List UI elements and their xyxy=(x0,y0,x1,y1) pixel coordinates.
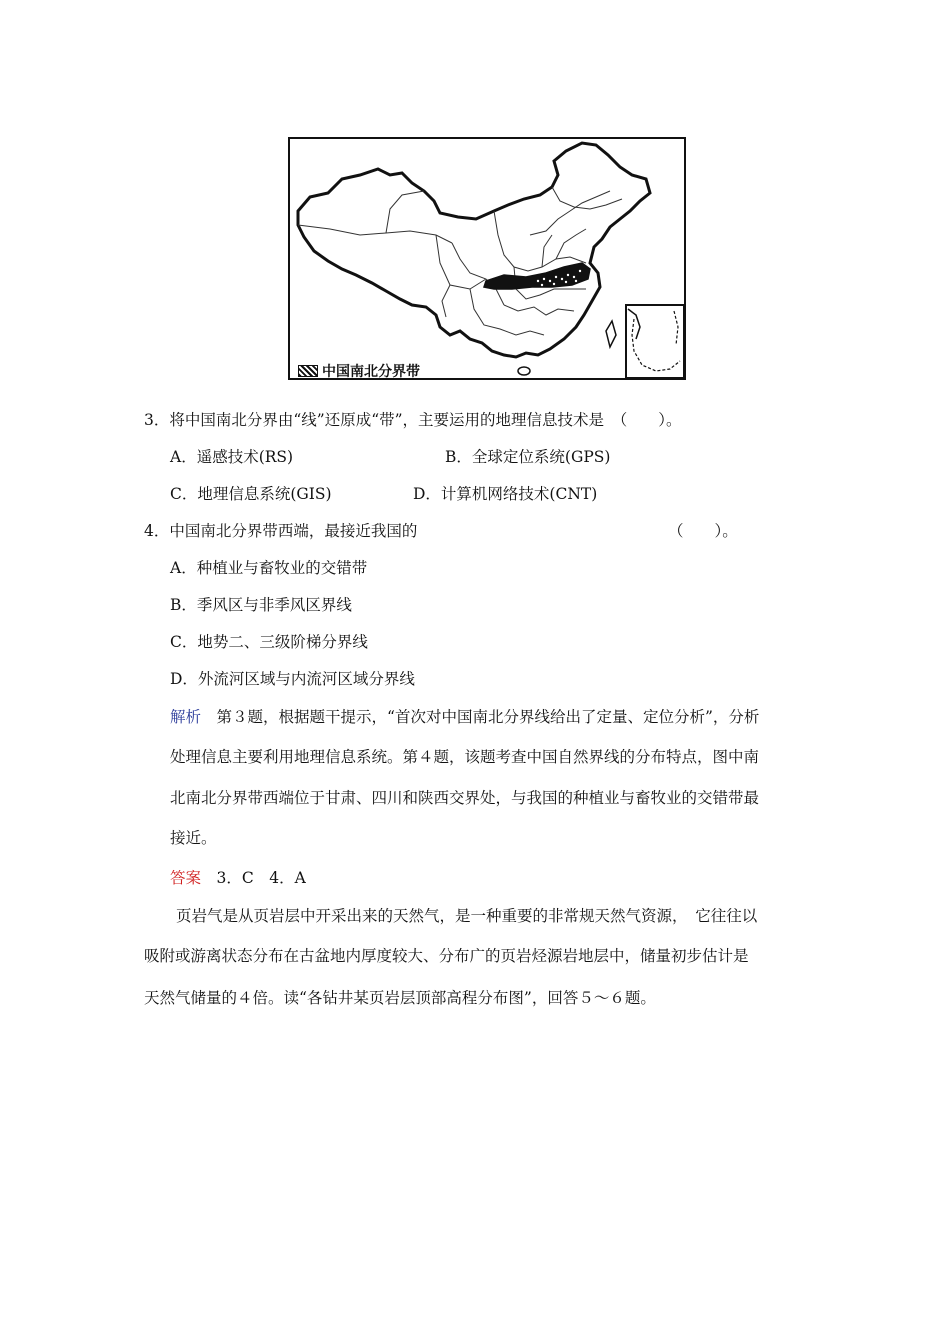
belt-pattern-swatch xyxy=(298,365,318,377)
question-3-stem: 3．将中国南北分界由“线”还原成“带”，主要运用的地理信息技术是 （ ）。 xyxy=(144,411,682,429)
analysis-line-1 xyxy=(170,707,759,727)
china-map-outline xyxy=(290,139,684,378)
question-4-option-b: B．季风区与非季风区界线 xyxy=(170,596,352,614)
question-4-bracket: （ ）。 xyxy=(668,522,738,540)
answer-label: 答案 xyxy=(170,869,202,887)
analysis-text-1: 第３题，根据题干提示，“首次对中国南北分界线给出了定量、定位分析”，分析 xyxy=(201,708,760,726)
question-3-option-a: A．遥感技术(RS) xyxy=(170,448,294,466)
analysis-line-2: 处理信息主要利用地理信息系统。第４题，该题考查中国自然界线的分布特点，图中南 xyxy=(170,748,760,766)
analysis-label: 解析 xyxy=(170,708,202,726)
passage-line-1: 页岩气是从页岩层中开采出来的天然气，是一种重要的非常规天然气资源， 它往往以 xyxy=(176,907,758,925)
china-map-figure xyxy=(288,137,686,380)
question-4-option-c: C．地势二、三级阶梯分界线 xyxy=(170,633,368,651)
passage-line-2: 吸附或游离状态分布在古盆地内厚度较大、分布广的页岩烃源岩地层中，储量初步估计是 xyxy=(144,947,749,965)
passage-line-3: 天然气储量的４倍。读“各钻井某页岩层顶部高程分布图”，回答５～６题。 xyxy=(144,989,656,1007)
question-3-option-c: C．地理信息系统(GIS) xyxy=(170,485,332,503)
answer-text: 3．C 4．A xyxy=(201,869,306,887)
analysis-line-3: 北南北分界带西端位于甘肃、四川和陕西交界处，与我国的种植业与畜牧业的交错带最 xyxy=(170,789,760,807)
question-3-option-b: B．全球定位系统(GPS) xyxy=(445,448,611,466)
answer-line xyxy=(170,868,306,888)
analysis-line-4: 接近。 xyxy=(170,829,217,847)
map-legend xyxy=(298,361,420,381)
question-4-stem: 4．中国南北分界带西端，最接近我国的 xyxy=(144,522,418,540)
question-4-option-d: D．外流河区域与内流河区域分界线 xyxy=(170,670,415,688)
map-legend-label: 中国南北分界带 xyxy=(322,364,420,380)
question-3-option-d: D．计算机网络技术(CNT) xyxy=(413,485,598,503)
question-4-option-a: A．种植业与畜牧业的交错带 xyxy=(170,559,368,577)
